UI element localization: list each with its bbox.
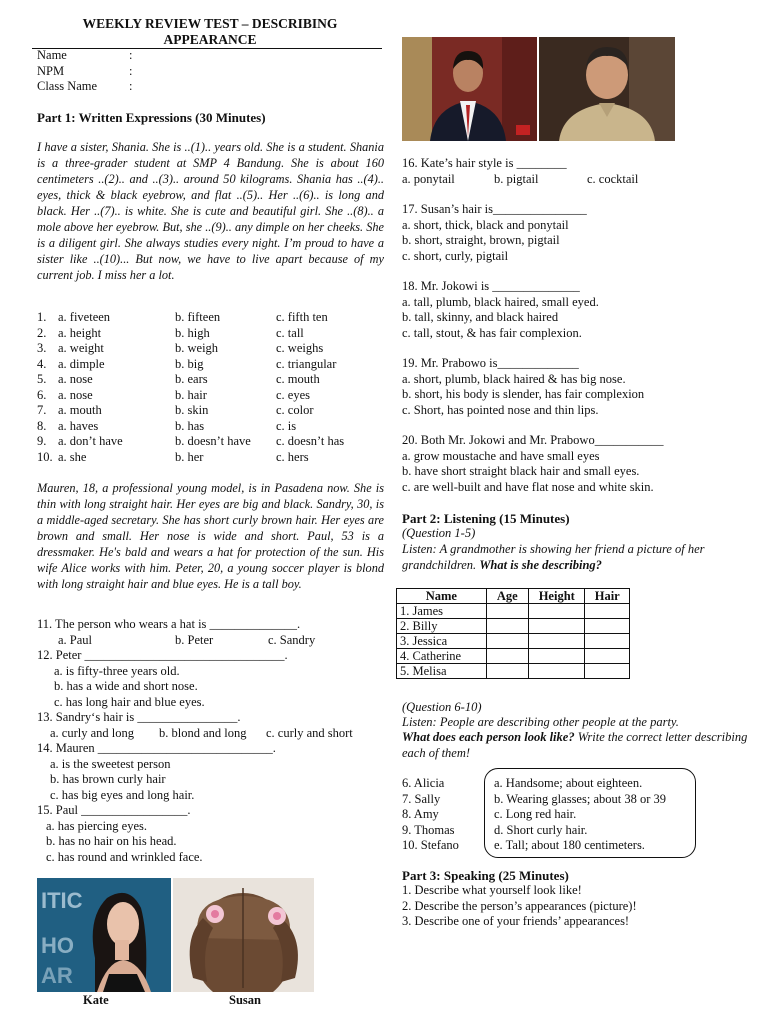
cell-hair[interactable] [585, 634, 630, 649]
col-hair: Hair [585, 589, 630, 604]
q17-option-c: c. short, curly, pigtail [402, 248, 509, 263]
cell-age[interactable] [486, 664, 528, 679]
q19-option-c: c. Short, has pointed nose and thin lips. [402, 402, 599, 417]
cell-height[interactable] [529, 664, 585, 679]
svg-text:HO: HO [41, 933, 74, 958]
part2-sub2: (Question 6-10) [402, 700, 482, 714]
name-colon: : [129, 48, 133, 62]
choice-option-c: c. triangular [276, 356, 337, 371]
q16-option-a: a. ponytail [402, 171, 455, 186]
choice-number: 10. [37, 449, 53, 464]
cell-height[interactable] [529, 619, 585, 634]
instr2-question: What does each person look like? [402, 730, 575, 744]
q12-option-c: c. has long hair and blue eyes. [54, 694, 205, 709]
col-name: Name [397, 589, 487, 604]
choice-row [37, 450, 376, 466]
choice-option-b: b. big [175, 356, 204, 371]
choice-option-a: a. dimple [58, 356, 105, 371]
q11-stem: 11. The person who wears a hat is ______________. [37, 617, 301, 631]
match-names [402, 776, 459, 854]
choice-option-a: a. height [58, 325, 102, 340]
q18-option-b: b. tall, skinny, and black haired [402, 310, 559, 324]
cell-hair[interactable] [585, 664, 630, 679]
q20-option-a: a. grow moustache and have small eyes [402, 448, 600, 463]
choice-option-c: c. weighs [276, 341, 324, 355]
choice-option-b: b. skin [175, 403, 209, 417]
kate-caption: Kate [83, 993, 109, 1007]
cell-hair[interactable] [585, 604, 630, 619]
match-option-c: c. Long red hair. [494, 807, 577, 821]
match-name-6: 6. Alicia [402, 776, 445, 790]
match-name-7: 7. Sally [402, 791, 441, 806]
choice-row [37, 419, 376, 435]
choice-option-c: c. doesn’t has [276, 434, 345, 448]
title-line-1: WEEKLY REVIEW TEST – DESCRIBING [82, 16, 338, 31]
cell-hair[interactable] [585, 649, 630, 664]
q17-option-b: b. short, straight, brown, pigtail [402, 233, 560, 247]
title-line-2: APPEARANCE [163, 32, 257, 47]
choice-row [37, 341, 376, 357]
choice-option-a: a. nose [58, 387, 93, 402]
col-height: Height [529, 589, 585, 604]
q15-option-a: a. has piercing eyes. [46, 818, 148, 833]
choice-option-a: a. fiveteen [58, 310, 111, 324]
class-colon: : [129, 79, 133, 93]
svg-text:AR: AR [41, 963, 73, 988]
choice-option-a: a. don’t have [58, 434, 123, 448]
choice-option-c: c. mouth [276, 372, 320, 386]
choice-row [37, 388, 376, 404]
q14-option-a: a. is the sweetest person [50, 756, 171, 771]
q18-stem: 18. Mr. Jokowi is ______________ [402, 279, 580, 293]
q13-option-b: b. blond and long [159, 725, 247, 740]
choice-number: 3. [37, 341, 47, 355]
npm-colon: : [129, 64, 133, 78]
table-row [397, 664, 630, 679]
speaking-item-3: 3. Describe one of your friends’ appearances! [402, 914, 630, 928]
part1-heading: Part 1: Written Expressions (30 Minutes) [37, 110, 266, 125]
cell-name: 3. Jessica [397, 634, 487, 649]
choice-row [37, 403, 376, 419]
susan-caption: Susan [229, 993, 261, 1007]
choice-option-c: c. color [276, 403, 314, 417]
page-title [37, 16, 383, 48]
choice-option-c: c. tall [276, 325, 304, 340]
question-17 [402, 202, 752, 264]
choice-row [37, 310, 376, 326]
susan-photo [173, 878, 314, 992]
part2-instruction1 [402, 542, 752, 573]
prabowo-photo [539, 37, 675, 141]
q13-option-a: a. curly and long [50, 725, 135, 740]
q17-stem: 17. Susan’s hair is_______________ [402, 202, 587, 216]
q20-stem: 20. Both Mr. Jokowi and Mr. Prabowo___________ [402, 433, 664, 447]
q17-option-a: a. short, thick, black and ponytail [402, 217, 569, 232]
choice-option-a: a. nose [58, 372, 93, 386]
q19-option-b: b. short, his body is slender, has fair complexion [402, 387, 645, 401]
choice-row [37, 434, 376, 450]
name-label: Name [37, 48, 67, 62]
cell-name: 4. Catherine [397, 649, 487, 664]
match-options [494, 776, 666, 854]
part3-heading: Part 3: Speaking (25 Minutes) [402, 868, 569, 883]
choice-row [37, 326, 376, 342]
passage-shania: I have a sister, Shania. She is ..(1).. years old. She is a student. Shania is a three-grader student at SMP 4 Bandung. She is about 160 centimeters ..(2).. and ..(3).. around 50 kilograms. Shania has ..(4).. eyes, thick & black eyebrow, and flat ..(5).. Her ..(6).. is long and black. Her ..(7).. is white. She is cute and beautiful girl. She ..(8).. a mole above her eyebrow. But, she ..(9).. any dimple on her cheeks. She is a diligent girl. She always studies every night. I’m proud to have a sister like ..(10)... But now, we have to live apart because of my current job. I miss her a lot. [37, 140, 384, 282]
q15-stem: 15. Paul _________________. [37, 803, 191, 817]
q16-option-c: c. cocktail [587, 171, 639, 186]
cell-height[interactable] [529, 634, 585, 649]
q16-option-b: b. pigtail [494, 171, 539, 186]
choice-option-b: b. hair [175, 387, 207, 402]
jokowi-photo [402, 37, 537, 141]
q13-option-c: c. curly and short [266, 725, 353, 740]
cell-age[interactable] [486, 634, 528, 649]
speaking-item-1: 1. Describe what yourself look like! [402, 883, 582, 897]
choice-option-a: a. weight [58, 341, 104, 355]
kate-photo [37, 878, 171, 992]
title-rule [32, 48, 382, 49]
choice-option-b: b. doesn’t have [175, 434, 251, 448]
choice-option-b: b. ears [175, 372, 208, 386]
cell-age[interactable] [486, 619, 528, 634]
q14-stem: 14. Mauren ____________________________. [37, 741, 276, 755]
choice-row [37, 357, 376, 373]
q13-stem: 13. Sandry‘s hair is ________________. [37, 710, 241, 724]
choice-option-a: a. mouth [58, 403, 102, 417]
choice-option-a: a. she [58, 449, 87, 464]
choice-option-a: a. haves [58, 418, 99, 433]
cell-hair[interactable] [585, 619, 630, 634]
match-option-b: b. Wearing glasses; about 38 or 39 [494, 791, 666, 806]
choice-number: 6. [37, 387, 47, 402]
choice-number: 1. [37, 310, 47, 324]
class-label: Class Name [37, 79, 98, 93]
col-age: Age [486, 589, 528, 604]
match-option-a: a. Handsome; about eighteen. [494, 776, 643, 790]
table-row [397, 634, 630, 649]
q15-option-b: b. has no hair on his head. [46, 834, 177, 848]
match-name-9: 9. Thomas [402, 822, 455, 837]
choice-number: 2. [37, 325, 47, 340]
choice-row [37, 372, 376, 388]
q14-option-c: c. has big eyes and long hair. [50, 787, 195, 802]
choice-number: 7. [37, 403, 47, 417]
choices-table [37, 310, 376, 465]
q18-option-a: a. tall, plumb, black haired, small eyed. [402, 294, 599, 309]
choice-option-c: c. is [276, 418, 297, 433]
cell-age[interactable] [486, 604, 528, 619]
q11-option-b: b. Peter [175, 632, 214, 647]
instr1-text: Listen: A grandmother is showing her friend a picture of her grandchildren. [402, 542, 705, 572]
q11-option-a: a. Paul [58, 632, 93, 647]
choice-number: 4. [37, 356, 47, 371]
q11-option-c: c. Sandry [268, 632, 316, 647]
q12-option-a: a. is fifty-three years old. [54, 663, 180, 678]
q19-stem: 19. Mr. Prabowo is_____________ [402, 356, 579, 370]
cell-height[interactable] [529, 649, 585, 664]
passage-people: Mauren, 18, a professional young model, is in Pasadena now. She is thin with long straight hair. Her eyes are big and black. Sandry, 30, is a middle-aged secretary. She has short curly brown hair. Her eyes are brown and small. Her nose is wide and short. Paul, 53 is a dressmaker. He's bald and wears a hat for protection of the sun. His wife Alice works with him. Peter, 20, a young soccer player is blond with long straight hair and blue eyes. He is a tall boy. [37, 481, 384, 591]
instr1-question: What is she describing? [479, 557, 602, 572]
cell-name: 5. Melisa [397, 664, 487, 679]
instr2-text: Write the correct letter describing each of them! [402, 730, 748, 760]
q19-option-a: a. short, plumb, black haired & has big nose. [402, 371, 626, 386]
cell-height[interactable] [529, 604, 585, 619]
choice-option-b: b. has [175, 418, 205, 433]
table-row [397, 649, 630, 664]
question-16 [402, 156, 752, 187]
speaking-item-2: 2. Describe the person’s appearances (picture)! [402, 898, 637, 913]
cell-name: 1. James [397, 604, 487, 619]
q20-option-c: c. are well-built and have flat nose and white skin. [402, 479, 654, 494]
part2-instruction2: Listen: People are describing other people at the party. [402, 715, 679, 729]
part2-heading: Part 2: Listening (15 Minutes) [402, 511, 570, 526]
match-name-10: 10. Stefano [402, 838, 459, 852]
cell-age[interactable] [486, 649, 528, 664]
q12-option-b: b. has a wide and short nose. [54, 679, 198, 693]
part2-instruction3 [402, 730, 752, 761]
name-field [37, 48, 133, 64]
choice-number: 8. [37, 418, 47, 433]
question-18 [402, 279, 752, 341]
npm-label: NPM [37, 64, 65, 78]
question-11 [37, 617, 385, 865]
speaking-list [402, 883, 637, 930]
choice-option-b: b. weigh [175, 341, 219, 355]
question-19 [402, 356, 752, 418]
q16-stem: 16. Kate’s hair style is ________ [402, 156, 567, 170]
choice-option-c: c. hers [276, 449, 309, 464]
choice-option-b: b. high [175, 325, 210, 340]
choice-number: 9. [37, 434, 47, 448]
class-field [37, 79, 133, 95]
choice-option-b: b. fifteen [175, 310, 221, 324]
choice-option-b: b. her [175, 449, 204, 464]
match-option-d: d. Short curly hair. [494, 822, 588, 837]
listening-table [396, 588, 630, 679]
table-row [397, 619, 630, 634]
match-name-8: 8. Amy [402, 807, 439, 821]
part2-sub1: (Question 1-5) [402, 526, 476, 540]
table-row [397, 604, 630, 619]
q15-option-c: c. has round and wrinkled face. [46, 849, 203, 864]
q12-stem: 12. Peter ________________________________. [37, 648, 288, 662]
cell-name: 2. Billy [397, 619, 487, 634]
question-20 [402, 433, 752, 495]
svg-text:ITIC: ITIC [41, 888, 83, 913]
choice-option-c: c. eyes [276, 387, 311, 402]
choice-number: 5. [37, 372, 47, 386]
q14-option-b: b. has brown curly hair [50, 772, 166, 786]
choice-option-c: c. fifth ten [276, 310, 328, 324]
q18-option-c: c. tall, stout, & has fair complexion. [402, 325, 582, 340]
npm-field [37, 64, 133, 80]
match-option-e: e. Tall; about 180 centimeters. [494, 838, 645, 852]
q20-option-b: b. have short straight black hair and small eyes. [402, 464, 640, 478]
